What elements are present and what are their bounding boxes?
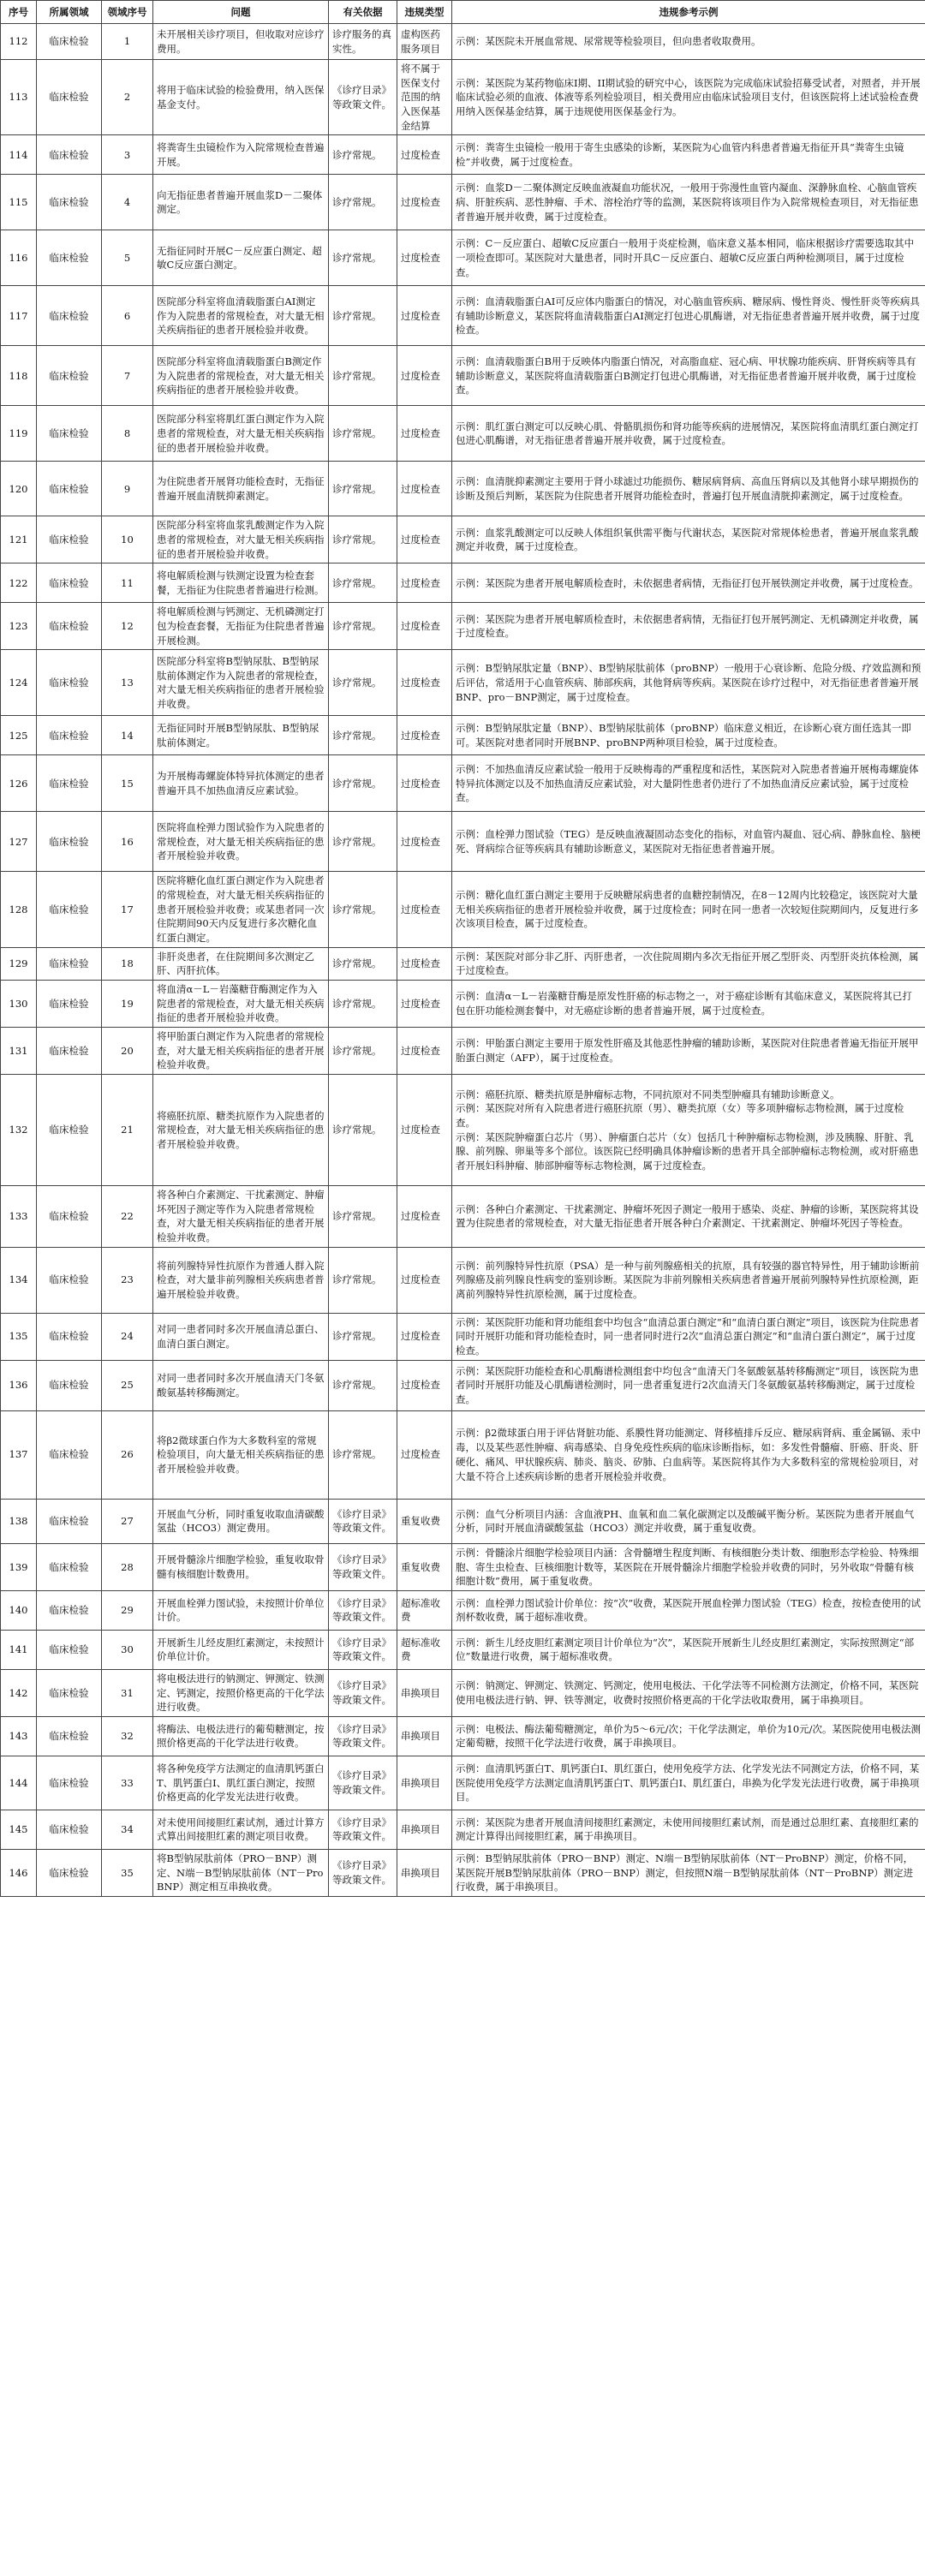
row-example: 示例：血清胱抑素测定主要用于肾小球滤过功能损伤、糖尿病肾病、高血压肾病以及其他肾小球早期损伤的诊断及预后判断，某医院为住院患者开展肾功能检查时，普遍打包开展血清胱抑素测定，属于过度检查。	[452, 462, 925, 516]
table-row	[1, 650, 925, 716]
table-row	[1, 812, 925, 872]
row-example: 示例：电极法、酶法葡萄糖测定，单价为5～6元/次；干化学法测定，单价为10元/次。某医院使用电极法测定葡萄糖，按照干化学法进行收费，属于串换项目。	[452, 1716, 925, 1756]
row-domain: 临床检验	[37, 650, 102, 716]
table-row	[1, 406, 925, 462]
header-seq: 序号	[1, 1, 37, 24]
row-violation-type: 过度检查	[397, 1313, 452, 1360]
table-row	[1, 1849, 925, 1896]
row-issue: 对同一患者同时多次开展血清总蛋白、血清白蛋白测定。	[153, 1313, 329, 1360]
row-domain-seq: 6	[102, 286, 153, 346]
row-domain: 临床检验	[37, 1669, 102, 1716]
row-seq: 131	[1, 1028, 37, 1075]
table-row	[1, 60, 925, 135]
row-domain: 临床检验	[37, 1543, 102, 1590]
row-basis: 诊疗常规。	[329, 1410, 397, 1499]
row-issue: 未开展相关诊疗项目，但收取对应诊疗费用。	[153, 24, 329, 60]
row-domain-seq: 13	[102, 650, 153, 716]
row-basis: 诊疗常规。	[329, 175, 397, 230]
row-violation-type: 重复收费	[397, 1543, 452, 1590]
table-row	[1, 175, 925, 230]
row-violation-type: 过度检查	[397, 406, 452, 462]
row-basis: 《诊疗目录》等政策文件。	[329, 1630, 397, 1669]
row-violation-type: 过度检查	[397, 947, 452, 980]
row-seq: 124	[1, 650, 37, 716]
row-domain-seq: 26	[102, 1410, 153, 1499]
row-issue: 医院部分科室将血清载脂蛋白B测定作为入院患者的常规检查，对大量无相关疾病指征的患者开展检验并收费。	[153, 346, 329, 406]
row-domain: 临床检验	[37, 1849, 102, 1896]
row-issue: 将电极法进行的钠测定、钾测定、铁测定、钙测定，按照价格更高的干化学法进行收费。	[153, 1669, 329, 1716]
row-basis: 《诊疗目录》等政策文件。	[329, 1716, 397, 1756]
row-domain: 临床检验	[37, 406, 102, 462]
row-issue: 开展新生儿经皮胆红素测定，未按照计价单位计价。	[153, 1630, 329, 1669]
row-issue: 将粪寄生虫镜检作为入院常规检查普遍开展。	[153, 135, 329, 175]
row-domain: 临床检验	[37, 564, 102, 603]
row-issue: 开展血栓弹力图试验，未按照计价单位计价。	[153, 1590, 329, 1630]
row-domain: 临床检验	[37, 286, 102, 346]
row-seq: 120	[1, 462, 37, 516]
row-issue: 为住院患者开展肾功能检查时，无指征普遍开展血清胱抑素测定。	[153, 462, 329, 516]
header-example: 违规参考示例	[452, 1, 925, 24]
row-domain: 临床检验	[37, 1499, 102, 1543]
row-example: 示例：血栓弹力图试验计价单位：按“次”收费，某医院开展血栓弹力图试验（TEG）检查，按检查使用的试剂杯数收费，属于超标准收费。	[452, 1590, 925, 1630]
row-domain: 临床检验	[37, 1186, 102, 1248]
row-violation-type: 过度检查	[397, 135, 452, 175]
row-violation-type: 过度检查	[397, 981, 452, 1028]
row-basis: 《诊疗目录》等政策文件。	[329, 1499, 397, 1543]
table-row	[1, 1247, 925, 1313]
row-seq: 139	[1, 1543, 37, 1590]
row-domain: 临床检验	[37, 1756, 102, 1810]
row-violation-type: 过度检查	[397, 1360, 452, 1410]
row-example: 示例：血浆乳酸测定可以反映人体组织氧供需平衡与代谢状态，某医院对常规体检患者，普遍开展血浆乳酸测定并收费，属于过度检查。	[452, 516, 925, 564]
row-seq: 136	[1, 1360, 37, 1410]
row-domain: 临床检验	[37, 872, 102, 947]
row-basis: 诊疗常规。	[329, 516, 397, 564]
row-example: 示例：血清载脂蛋白B用于反映体内脂蛋白情况，对高脂血症、冠心病、甲状腺功能疾病、肝肾疾病等具有辅助诊断意义，某医院将血清载脂蛋白B测定打包进心肌酶谱，对无指征患者普遍开展并收费，属于过度检查。	[452, 346, 925, 406]
row-issue: 将B型钠尿肽前体（PRO－BNP）测定、N端－B型钠尿肽前体（NT－ProBNP）测定相互串换收费。	[153, 1849, 329, 1896]
row-issue: 医院部分科室将肌红蛋白测定作为入院患者的常规检查，对大量无相关疾病指征的患者开展检验并收费。	[153, 406, 329, 462]
row-seq: 122	[1, 564, 37, 603]
row-basis: 诊疗常规。	[329, 346, 397, 406]
row-seq: 114	[1, 135, 37, 175]
table-row	[1, 872, 925, 947]
row-issue: 将酶法、电极法进行的葡萄糖测定，按照价格更高的干化学法进行收费。	[153, 1716, 329, 1756]
row-domain-seq: 11	[102, 564, 153, 603]
row-seq: 113	[1, 60, 37, 135]
row-basis: 诊疗常规。	[329, 755, 397, 812]
table-row	[1, 1028, 925, 1075]
header-violation-type: 违规类型	[397, 1, 452, 24]
table-row	[1, 1590, 925, 1630]
table-body	[1, 24, 925, 1897]
row-domain: 临床检验	[37, 716, 102, 755]
row-domain: 临床检验	[37, 1716, 102, 1756]
row-basis: 诊疗常规。	[329, 230, 397, 286]
row-domain-seq: 3	[102, 135, 153, 175]
row-issue: 将用于临床试验的检验费用，纳入医保基金支付。	[153, 60, 329, 135]
row-example: 示例：各种白介素测定、干扰素测定、肿瘤坏死因子测定一般用于感染、炎症、肿瘤的诊断，某医院将其设置为住院患者的常规检查，对大量无指征患者开展各种白介素测定、干扰素测定、肿瘤坏死因子等检查。	[452, 1186, 925, 1248]
row-example: 示例：钠测定、钾测定、铁测定、钙测定，使用电极法、干化学法等不同检测方法测定，价格不同，某医院使用电极法进行钠、钾、铁等测定，收费时按照价格更高的干化学法收取费用，属于串换项目。	[452, 1669, 925, 1716]
row-violation-type: 过度检查	[397, 346, 452, 406]
row-basis: 诊疗常规。	[329, 406, 397, 462]
row-example: 示例：癌胚抗原、糖类抗原是肿瘤标志物，不同抗原对不同类型肿瘤具有辅助诊断意义。 示例：某医院对所有入院患者进行癌胚抗原（男）、糖类抗原（女）等多项肿瘤标志物检测，属于过度检查。 示例：某医院肿瘤蛋白芯片（男）、肿瘤蛋白芯片（女）包括几十种肿瘤标志物检测，涉及胰腺、肝脏、乳腺、前列腺、卵巢等多个部位。该医院已经明确具体肿瘤诊断的患者开具全部肿瘤标志物检测，或对肝癌患者开展妇科肿瘤、肺部肿瘤等标志物检测，属于过度检查。	[452, 1075, 925, 1186]
row-violation-type: 过度检查	[397, 872, 452, 947]
row-basis: 诊疗服务的真实性。	[329, 24, 397, 60]
row-violation-type: 虚构医药服务项目	[397, 24, 452, 60]
table-row	[1, 1075, 925, 1186]
header-basis: 有关依据	[329, 1, 397, 24]
row-issue: 医院部分科室将血清载脂蛋白AI测定作为入院患者的常规检查，对大量无相关疾病指征的患者开展检验并收费。	[153, 286, 329, 346]
row-domain: 临床检验	[37, 516, 102, 564]
row-domain: 临床检验	[37, 1247, 102, 1313]
row-domain-seq: 20	[102, 1028, 153, 1075]
row-domain: 临床检验	[37, 1410, 102, 1499]
row-example: 示例：C－反应蛋白、超敏C反应蛋白一般用于炎症检测，临床意义基本相同，临床根据诊疗需要选取其中一项检查即可。某医院对大量患者，同时开具C－反应蛋白、超敏C反应蛋白两种检测项目，属于过度检查。	[452, 230, 925, 286]
table-row	[1, 1716, 925, 1756]
row-violation-type: 串换项目	[397, 1756, 452, 1810]
row-domain-seq: 14	[102, 716, 153, 755]
row-seq: 130	[1, 981, 37, 1028]
row-issue: 非肝炎患者，在住院期间多次测定乙肝、丙肝抗体。	[153, 947, 329, 980]
row-basis: 诊疗常规。	[329, 716, 397, 755]
row-seq: 146	[1, 1849, 37, 1896]
row-violation-type: 过度检查	[397, 564, 452, 603]
row-domain-seq: 16	[102, 812, 153, 872]
row-issue: 将癌胚抗原、糖类抗原作为入院患者的常规检查，对大量无相关疾病指征的患者开展检验并收费。	[153, 1075, 329, 1186]
row-domain: 临床检验	[37, 1075, 102, 1186]
row-seq: 144	[1, 1756, 37, 1810]
row-seq: 118	[1, 346, 37, 406]
table-row	[1, 286, 925, 346]
row-seq: 133	[1, 1186, 37, 1248]
row-domain-seq: 8	[102, 406, 153, 462]
row-domain: 临床检验	[37, 230, 102, 286]
row-example: 示例：粪寄生虫镜检一般用于寄生虫感染的诊断，某医院为心血管内科患者普遍无指征开具“粪寄生虫镜检”并收费，属于过度检查。	[452, 135, 925, 175]
row-example: 示例：血清α－L－岩藻糖苷酶是原发性肝癌的标志物之一，对于癌症诊断有其临床意义，某医院将其已打包在肝功能检测套餐中，对无癌症诊断的患者普遍开展，属于过度检查。	[452, 981, 925, 1028]
row-violation-type: 过度检查	[397, 1186, 452, 1248]
row-domain-seq: 28	[102, 1543, 153, 1590]
row-domain-seq: 31	[102, 1669, 153, 1716]
row-domain: 临床检验	[37, 1590, 102, 1630]
table-row	[1, 1499, 925, 1543]
row-example: 示例：某医院为患者开展电解质检查时，未依据患者病情，无指征打包开展钙测定、无机磷测定并收费，属于过度检查。	[452, 603, 925, 650]
row-example: 示例：B型钠尿肽定量（BNP）、B型钠尿肽前体（proBNP）临床意义相近，在诊断心衰方面任选其一即可。某医院对患者同时开展BNP、proBNP两种项目检验，属于过度检查。	[452, 716, 925, 755]
row-violation-type: 过度检查	[397, 1028, 452, 1075]
row-issue: 将各种免疫学方法测定的血清肌钙蛋白T、肌钙蛋白I、肌红蛋白测定，按照价格更高的化学发光法进行收费。	[153, 1756, 329, 1810]
row-basis: 诊疗常规。	[329, 1313, 397, 1360]
row-domain: 临床检验	[37, 1313, 102, 1360]
row-domain-seq: 23	[102, 1247, 153, 1313]
row-basis: 诊疗常规。	[329, 812, 397, 872]
row-seq: 126	[1, 755, 37, 812]
row-seq: 142	[1, 1669, 37, 1716]
row-violation-type: 过度检查	[397, 1410, 452, 1499]
row-example: 示例：血气分析项目内涵：含血液PH、血氧和血二氧化碳测定以及酸碱平衡分析。某医院为患者开展血气分析，同时开展血清碳酸氢盐（HCO3）测定并收费，属于重复收费。	[452, 1499, 925, 1543]
row-domain: 临床检验	[37, 135, 102, 175]
row-basis: 《诊疗目录》等政策文件。	[329, 1849, 397, 1896]
row-issue: 开展血气分析，同时重复收取血清碳酸氢盐（HCO3）测定费用。	[153, 1499, 329, 1543]
table-row	[1, 24, 925, 60]
row-issue: 无指征同时开展C－反应蛋白测定、超敏C反应蛋白测定。	[153, 230, 329, 286]
row-violation-type: 串换项目	[397, 1669, 452, 1716]
row-domain-seq: 24	[102, 1313, 153, 1360]
row-basis: 诊疗常规。	[329, 603, 397, 650]
row-issue: 将各种白介素测定、干扰素测定、肿瘤坏死因子测定等作为入院患者常规检查，对大量无相关疾病指征的患者开展检验并收费。	[153, 1186, 329, 1248]
row-issue: 将β2微球蛋白作为大多数科室的常规检验项目，向大量无相关疾病指征的患者开展检验并收费。	[153, 1410, 329, 1499]
row-issue: 对未使用间接胆红素试剂，通过计算方式算出间接胆红素的测定项目收费。	[153, 1810, 329, 1849]
row-basis: 诊疗常规。	[329, 981, 397, 1028]
row-domain-seq: 5	[102, 230, 153, 286]
row-domain: 临床检验	[37, 24, 102, 60]
row-seq: 132	[1, 1075, 37, 1186]
row-seq: 112	[1, 24, 37, 60]
table-row	[1, 603, 925, 650]
row-basis: 诊疗常规。	[329, 1028, 397, 1075]
row-issue: 对同一患者同时多次开展血清天门冬氨酸氨基转移酶测定。	[153, 1360, 329, 1410]
row-seq: 127	[1, 812, 37, 872]
row-seq: 119	[1, 406, 37, 462]
row-seq: 145	[1, 1810, 37, 1849]
row-domain: 临床检验	[37, 981, 102, 1028]
header-domain-seq: 领域序号	[102, 1, 153, 24]
table-row	[1, 1810, 925, 1849]
row-violation-type: 过度检查	[397, 1247, 452, 1313]
row-domain: 临床检验	[37, 462, 102, 516]
row-domain: 临床检验	[37, 1630, 102, 1669]
row-domain-seq: 10	[102, 516, 153, 564]
row-domain-seq: 21	[102, 1075, 153, 1186]
row-example: 示例：甲胎蛋白测定主要用于原发性肝癌及其他恶性肿瘤的辅助诊断，某医院对住院患者普遍无指征开展甲胎蛋白测定（AFP），属于过度检查。	[452, 1028, 925, 1075]
row-domain-seq: 32	[102, 1716, 153, 1756]
row-basis: 诊疗常规。	[329, 947, 397, 980]
row-domain-seq: 9	[102, 462, 153, 516]
row-violation-type: 重复收费	[397, 1499, 452, 1543]
table-row	[1, 947, 925, 980]
row-basis: 诊疗常规。	[329, 286, 397, 346]
row-seq: 125	[1, 716, 37, 755]
row-domain-seq: 30	[102, 1630, 153, 1669]
row-domain-seq: 35	[102, 1849, 153, 1896]
row-example: 示例：某医院对部分非乙肝、丙肝患者，一次住院周期内多次无指征开展乙型肝炎、丙型肝炎抗体检测，属于过度检查。	[452, 947, 925, 980]
row-basis: 《诊疗目录》等政策文件。	[329, 60, 397, 135]
table-header	[1, 1, 925, 24]
row-basis: 《诊疗目录》等政策文件。	[329, 1810, 397, 1849]
header-issue: 问题	[153, 1, 329, 24]
table-row	[1, 230, 925, 286]
row-seq: 116	[1, 230, 37, 286]
row-seq: 140	[1, 1590, 37, 1630]
row-domain-seq: 27	[102, 1499, 153, 1543]
row-violation-type: 过度检查	[397, 462, 452, 516]
table-row	[1, 462, 925, 516]
header-domain: 所属领域	[37, 1, 102, 24]
row-issue: 医院将血栓弹力图试验作为入院患者的常规检查，对大量无相关疾病指征的患者开展检验并收费。	[153, 812, 329, 872]
table-row	[1, 716, 925, 755]
row-issue: 医院部分科室将B型钠尿肽、B型钠尿肽前体测定作为入院患者的常规检查，对大量无相关疾病指征的患者开展检验并收费。	[153, 650, 329, 716]
row-issue: 将电解质检测与铁测定设置为检查套餐，无指征为住院患者普遍进行检测。	[153, 564, 329, 603]
row-domain: 临床检验	[37, 1360, 102, 1410]
row-example: 示例：β2微球蛋白用于评估肾脏功能、系膜性肾功能测定、肾移植排斥反应、糖尿病肾病、重金属镉、汞中毒，以及某些恶性肿瘤、病毒感染、自身免疫性疾病的临床诊断指标，如：多发性骨髓瘤、肝癌、肝炎、肝硬化、痛风、甲状腺疾病、肺炎、脑炎、矽肺、白血病等。某医院将其作为大多数科室的常规检验项目，对大量不符合上述疾病诊断的患者开展检验并收费。	[452, 1410, 925, 1499]
table-row	[1, 981, 925, 1028]
row-domain-seq: 29	[102, 1590, 153, 1630]
row-seq: 141	[1, 1630, 37, 1669]
row-example: 示例：某医院为患者开展血清间接胆红素测定，未使用间接胆红素试剂，而是通过总胆红素、直接胆红素的测定计算得出间接胆红素，属于串换项目。	[452, 1810, 925, 1849]
row-violation-type: 过度检查	[397, 650, 452, 716]
row-example: 示例：血栓弹力图试验（TEG）是反映血液凝固动态变化的指标，对血管内凝血、冠心病、静脉血栓、脑梗死、肾病综合征等疾病具有辅助诊断意义，某医院对无指征患者普遍开展。	[452, 812, 925, 872]
table-row	[1, 1756, 925, 1810]
row-example: 示例：B型钠尿肽前体（PRO－BNP）测定、N端－B型钠尿肽前体（NT－ProBNP）测定，价格不同，某医院开展B型钠尿肽前体（PRO－BNP）测定，但按照N端－B型钠尿肽前体（NT－ProBNP）测定进行收费，属于串换项目。	[452, 1849, 925, 1896]
row-domain: 临床检验	[37, 947, 102, 980]
row-violation-type: 过度检查	[397, 603, 452, 650]
row-domain: 临床检验	[37, 755, 102, 812]
table-row	[1, 1669, 925, 1716]
row-basis: 诊疗常规。	[329, 872, 397, 947]
row-basis: 《诊疗目录》等政策文件。	[329, 1543, 397, 1590]
row-seq: 123	[1, 603, 37, 650]
row-seq: 117	[1, 286, 37, 346]
row-domain-seq: 15	[102, 755, 153, 812]
row-domain-seq: 1	[102, 24, 153, 60]
row-domain: 临床检验	[37, 346, 102, 406]
row-violation-type: 将不属于医保支付范围的纳入医保基金结算	[397, 60, 452, 135]
row-domain-seq: 17	[102, 872, 153, 947]
row-issue: 向无指征患者普遍开展血浆D－二聚体测定。	[153, 175, 329, 230]
row-seq: 137	[1, 1410, 37, 1499]
table-row	[1, 1630, 925, 1669]
row-example: 示例：前列腺特异性抗原（PSA）是一种与前列腺癌相关的抗原，具有较强的器官特异性，用于辅助诊断前列腺癌及前列腺良性病变的鉴别诊断。某医院为非前列腺相关疾病患者普遍开展前列腺特异性抗原检测，距离前列腺特异性抗原检测，属于过度检查。	[452, 1247, 925, 1313]
row-violation-type: 过度检查	[397, 812, 452, 872]
row-basis: 诊疗常规。	[329, 1360, 397, 1410]
row-violation-type: 过度检查	[397, 286, 452, 346]
row-example: 示例：新生儿经皮胆红素测定项目计价单位为“次”，某医院开展新生儿经皮胆红素测定，实际按照测定“部位”数量进行收费，属于超标准收费。	[452, 1630, 925, 1669]
row-basis: 诊疗常规。	[329, 1186, 397, 1248]
row-example: 示例：不加热血清反应素试验一般用于反映梅毒的严重程度和活性，某医院对入院患者普遍开展梅毒螺旋体特异抗体测定以及不加热血清反应素试验，对大量阴性患者仍进行了不加热血清反应素试验，属于过度检查。	[452, 755, 925, 812]
row-basis: 诊疗常规。	[329, 564, 397, 603]
row-domain-seq: 18	[102, 947, 153, 980]
row-domain-seq: 19	[102, 981, 153, 1028]
row-seq: 121	[1, 516, 37, 564]
row-seq: 115	[1, 175, 37, 230]
row-seq: 138	[1, 1499, 37, 1543]
row-basis: 诊疗常规。	[329, 135, 397, 175]
table-row	[1, 1313, 925, 1360]
row-example: 示例：血清载脂蛋白AI可反应体内脂蛋白的情况，对心脑血管疾病、糖尿病、慢性肾炎、慢性肝炎等疾病具有辅助诊断意义，某医院将血清载脂蛋白AI测定打包进心肌酶谱，对无指征患者普遍开展并收费，属于过度检查。	[452, 286, 925, 346]
row-issue: 将前列腺特异性抗原作为普通人群入院检查，对大量非前列腺相关疾病患者普遍开展检验并收费。	[153, 1247, 329, 1313]
row-example: 示例：某医院未开展血常规、尿常规等检验项目，但向患者收取费用。	[452, 24, 925, 60]
table-row	[1, 1186, 925, 1248]
row-violation-type: 超标准收费	[397, 1590, 452, 1630]
table-row	[1, 564, 925, 603]
row-domain-seq: 7	[102, 346, 153, 406]
row-seq: 128	[1, 872, 37, 947]
row-basis: 《诊疗目录》等政策文件。	[329, 1756, 397, 1810]
row-example: 示例：某医院肝功能检查和心肌酶谱检测组套中均包含“血清天门冬氨酸氨基转移酶测定”项目，该医院为患者同时开展肝功能及心肌酶谱检测时，同一患者重复进行2次血清天门冬氨酸氨基转移酶测定，属于过度检查。	[452, 1360, 925, 1410]
row-domain-seq: 4	[102, 175, 153, 230]
row-basis: 诊疗常规。	[329, 1075, 397, 1186]
row-example: 示例：骨髓涂片细胞学检验项目内涵：含骨髓增生程度判断、有核细胞分类计数、细胞形态学检验、特殊细胞、寄生虫检查、巨核细胞计数等，某医院在开展骨髓涂片细胞学检验并收费的同时，另外收取“骨髓有核细胞计数”费用，属于重复收费。	[452, 1543, 925, 1590]
table-row	[1, 1360, 925, 1410]
row-violation-type: 串换项目	[397, 1716, 452, 1756]
row-issue: 将血清α－L－岩藻糖苷酶测定作为入院患者的常规检查，对大量无相关疾病指征的患者开展检验并收费。	[153, 981, 329, 1028]
table-row	[1, 346, 925, 406]
row-domain-seq: 12	[102, 603, 153, 650]
row-basis: 诊疗常规。	[329, 650, 397, 716]
row-example: 示例：某医院肝功能和肾功能组套中均包含“血清总蛋白测定”和“血清白蛋白测定”项目，该医院为住院患者同时开展肝功能和肾功能检查时，同一患者同时进行2次“血清总蛋白测定”和“血清白蛋白测定”，属于过度检查。	[452, 1313, 925, 1360]
row-seq: 135	[1, 1313, 37, 1360]
row-seq: 143	[1, 1716, 37, 1756]
row-issue: 将电解质检测与钙测定、无机磷测定打包为检查套餐，无指征为住院患者普遍开展检测。	[153, 603, 329, 650]
header-row	[1, 1, 925, 24]
row-violation-type: 过度检查	[397, 716, 452, 755]
row-example: 示例：某医院为患者开展电解质检查时，未依据患者病情，无指征打包开展铁测定并收费，属于过度检查。	[452, 564, 925, 603]
row-issue: 为开展梅毒螺旋体特异抗体测定的患者普遍开具不加热血清反应素试验。	[153, 755, 329, 812]
row-issue: 开展骨髓涂片细胞学检验，重复收取骨髓有核细胞计数费用。	[153, 1543, 329, 1590]
row-domain-seq: 22	[102, 1186, 153, 1248]
row-domain-seq: 25	[102, 1360, 153, 1410]
row-domain-seq: 33	[102, 1756, 153, 1810]
row-domain: 临床检验	[37, 1028, 102, 1075]
row-example: 示例：某医院为某药物临床I期、II期试验的研究中心，该医院为完成临床试验招募受试者，对照者，并开展临床试验必须的血液、体液等系列检验项目，相关费用应由临床试验项目支付，但该医院将上述试验检查费用纳入医保基金结算，属于违规使用医保基金行为。	[452, 60, 925, 135]
row-domain-seq: 34	[102, 1810, 153, 1849]
row-violation-type: 过度检查	[397, 1075, 452, 1186]
row-issue: 医院部分科室将血浆乳酸测定作为入院患者的常规检查，对大量无相关疾病指征的患者开展检验并收费。	[153, 516, 329, 564]
row-violation-type: 串换项目	[397, 1810, 452, 1849]
row-domain: 临床检验	[37, 175, 102, 230]
row-domain: 临床检验	[37, 603, 102, 650]
row-basis: 《诊疗目录》等政策文件。	[329, 1590, 397, 1630]
row-domain-seq: 2	[102, 60, 153, 135]
row-issue: 医院将糖化血红蛋白测定作为入院患者的常规检查，对大量无相关疾病指征的患者开展检验并收费；或某患者同一次住院期间90天内反复进行多次糖化血红蛋白测定。	[153, 872, 329, 947]
row-example: 示例：肌红蛋白测定可以反映心肌、骨骼肌损伤和肾功能等疾病的进展情况，某医院将血清肌红蛋白测定打包进心肌酶谱，对无指征患者普遍开展并收费，属于过度检查。	[452, 406, 925, 462]
row-domain: 临床检验	[37, 812, 102, 872]
row-violation-type: 过度检查	[397, 175, 452, 230]
row-seq: 134	[1, 1247, 37, 1313]
row-basis: 诊疗常规。	[329, 462, 397, 516]
row-domain: 临床检验	[37, 1810, 102, 1849]
row-example: 示例：血浆D－二聚体测定反映血液凝血功能状况，一般用于弥漫性血管内凝血、深静脉血栓、心脑血管疾病、肝脏疾病、恶性肿瘤、手术、溶栓治疗等的监测，某医院将该项目作为入院常规检查项目，对无指征患者普遍开展并收费，属于过度检查。	[452, 175, 925, 230]
row-domain: 临床检验	[37, 60, 102, 135]
table-row	[1, 755, 925, 812]
row-basis: 诊疗常规。	[329, 1247, 397, 1313]
row-example: 示例：糖化血红蛋白测定主要用于反映糖尿病患者的血糖控制情况，在8－12周内比较稳定，该医院对大量无相关疾病指征的患者开展检验并收费，属于过度检查；同时在同一患者一次较短住院期间内，反复进行多次该项目检查，属于过度检查。	[452, 872, 925, 947]
row-violation-type: 串换项目	[397, 1849, 452, 1896]
table-row	[1, 1543, 925, 1590]
table-row	[1, 1410, 925, 1499]
row-issue: 将甲胎蛋白测定作为入院患者的常规检查，对大量无相关疾病指征的患者开展检验并收费。	[153, 1028, 329, 1075]
row-violation-type: 过度检查	[397, 516, 452, 564]
row-violation-type: 过度检查	[397, 230, 452, 286]
row-example: 示例：B型钠尿肽定量（BNP）、B型钠尿肽前体（proBNP）一般用于心衰诊断、危险分级、疗效监测和预后评估，常适用于心血管疾病、肺部疾病，其他肾病等疾病。某医院在诊疗过程中，对无指征患者普遍开展BNP、pro－BNP测定，属于过度检查。	[452, 650, 925, 716]
row-violation-type: 超标准收费	[397, 1630, 452, 1669]
row-basis: 《诊疗目录》等政策文件。	[329, 1669, 397, 1716]
row-example: 示例：血清肌钙蛋白T、肌钙蛋白I、肌红蛋白，使用免疫学方法、化学发光法不同测定方法，价格不同，某医院使用免疫学方法测定血清肌钙蛋白T、肌钙蛋白I、肌红蛋白，串换为化学发光法进行收费，属于串换项目。	[452, 1756, 925, 1810]
row-seq: 129	[1, 947, 37, 980]
table-row	[1, 516, 925, 564]
table-row	[1, 135, 925, 175]
row-violation-type: 过度检查	[397, 755, 452, 812]
row-issue: 无指征同时开展B型钠尿肽、B型钠尿肽前体测定。	[153, 716, 329, 755]
